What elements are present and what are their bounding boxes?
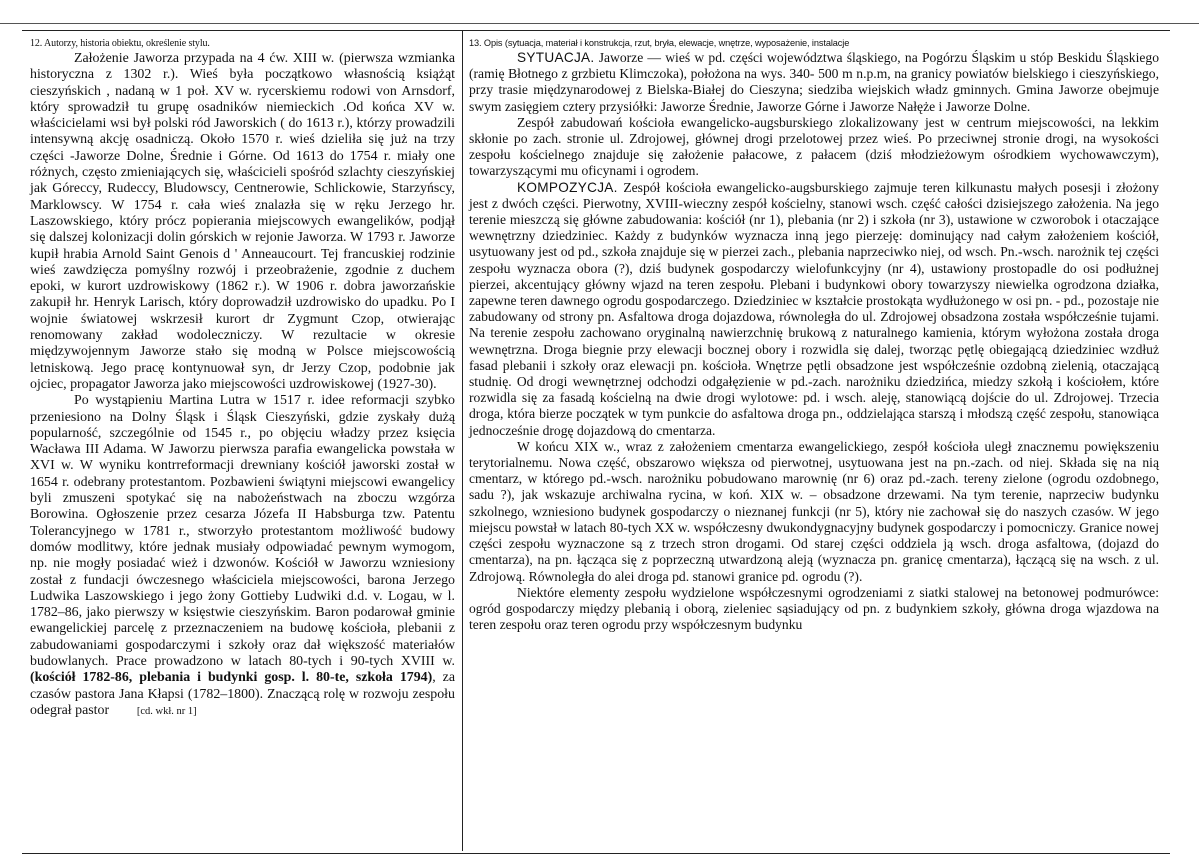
section-12-header: 12. Autorzy, historia obiektu, określenie stylu. bbox=[30, 38, 210, 49]
history-dates-bold: (kościół 1782-86, plebania i budynki gosp. l. 80-te, szkoła 1794) bbox=[30, 670, 433, 686]
sytuacja-text: Jaworze — wieś w pd. części województwa śląskiego, na Pogórzu Śląskim u stóp Beskidu Śląskiego (ramię Błotnego z grzbietu Klimczoka), położona na wys. 340- 500 m n.p.m, na granicy powiatów bielskiego i cieszyńskiego, przy trasie międzynarodowej z Bielska-Białej do Cieszyna; siedziba wiejskich władz gminnych. Gmina Jaworze obejmuje swym zasięgiem cztery przysiółki: Jaworze Średnie, Jaworze Górne i Jaworze Nałęże i Jaworze Dolne. bbox=[469, 50, 1159, 114]
top-rule bbox=[0, 23, 1199, 24]
history-paragraph-2-text: Po wystąpieniu Martina Lutra w 1517 r. idee reformacji szybko przeniesiono na Dolny Śląsk i Śląsk Cieszyński, gdzie zyskały dużą popularność, szczególnie od 1545 r., po objęciu władzy przez księcia Wacława III Adama. W Jaworzu pierwsza parafia ewangelicka powstała w XVI w. W wyniku kontrreformacji drewniany kościół jaworski został w 1654 r. odebrany protestantom. Pozbawieni świątyni miejscowi ewangelicy byli zmuszeni spotykać się na nabożeństwach na zboczu wzgórza Borowina. Ogłoszenie przez cesarza Józefa II Habsburga tzw. Patentu Tolerancyjnego w 1781 r., stworzyło protestantom możliwość budowy domów modlitwy, które jednak musiały odpowiadać pewnym wymogom, np. nie mogły posiadać wież i dzwonów. Kościół w Jaworzu wzniesiony został z fundacji ówczesnego właściciela miejscowości, barona Jerzego Ludwika Laszowskiego i jego żony Gottieby Ludwiki d.d. v. Logau, w l. 1782–86, jako pierwszy w księstwie cieszyńskim. Baron podarował gminie ewangelickiej parcelę z przeznaczeniem na budowę kościoła, plebanii z zabudowaniami gospodarczymi i szkoły oraz dał większość materiałów budowlanych. Prace prowadzono w latach 80-tych i 90-tych XVIII w. bbox=[30, 393, 455, 669]
column-divider bbox=[462, 31, 463, 851]
history-paragraph-1: Założenie Jaworza przypada na 4 ćw. XIII w. (pierwsza wzmianka historyczna z 1302 r.). Wieś była początkowo własnością książąt cieszyńskich , nadaną w 1 poł. XV w. rycerskiemu rodowi von Arnsdorf, który sprowadził tu grupę osadników niemieckich .Od końca XV w. właścicielami wsi był polski ród Jaworskich ( do 1613 r.), którzy prowadzili intensywną akcję osadniczą. Około 1570 r. wieś dzieliła się już na trzy części -Jaworze Dolne, Średnie i Górne. Od 1613 do 1754 r. miały one różnych, często zmieniających się, właścicieli spośród szlachty cieszyńskiej jak Góreccy, Rudeccy, Bludowscy, Centnerowie, Schlickowie, Starzyńscy, Marklowscy. W 1754 r. cała wieś znalazła się w ręku Jerzego hr. Laszowskiego, który prócz popierania miejscowych ewangelików, podjął się dalszej kolonizacji dolin górskich w rejonie Jaworza. W 1793 r. Jaworze kupił hrabia Arnold Saint Genois d ' Anneaucourt. Tej francuskiej rodzinie wieś zawdzięcza pomyślny rozwój i przeobrażenie, zgodnie z duchem epoki, w kurort uzdrowiskowy (1862 r.). W 1906 r. dobra jaworzańskie zakupił hr. Henryk Larisch, który doprowadził uzdrowisko do upadku. Po I wojnie światowej wskrzesił kurort dr Zygmunt Czop, otwierając renomowany zakład wodoleczniczy. W rezultacie w okresie międzywojennym Jaworze stało się modną w Polsce miejscowością letniskową. Jego pracę kontynuował syn, dr Jerzy Czop, podobnie jak ojciec, propagator Jaworza jako miejscowości uzdrowiskowej (1927-30). bbox=[30, 51, 455, 392]
location-paragraph: Zespół zabudowań kościoła ewangelicko-augsburskiego zlokalizowany jest w centrum miejscowości, na lekkim skłonie po zach. stronie ul. Zdrojowej, głównej drogi przelotowej przez wieś. Po przeciwnej stronie drogi, na wysokości zespołu kościelnego znajduje się założenie pałacowe, z pałacem (dziś młodzieżowym ośrodkiem wychowawczym), towarzyszącymi mu oficynami i ogrodem. bbox=[469, 114, 1159, 179]
expansion-paragraph: W końcu XIX w., wraz z założeniem cmentarza ewangelickiego, zespół kościoła uległ znacznemu powiększeniu terytorialnemu. Nowa część, obszarowo większa od pierwotnej, usytuowana jest na pn.-zach. od niej. Składa się na nią cmentarz, w którego pd.-wsch. narożniku pobudowano marownię (nr 6) oraz pd.-zach. tereny zielone (ogrodu ozdobnego, sadu ?), jak wskazuje archiwalna rycina, w koń. XIX w. – obsadzone drzewami. Na tym terenie, naprzeciw budynku szkolnego, wzniesiono budynek gospodarczy o nieznanej funkcji (nr 5), który nie zachował się do naszych czasów. W jego miejscu powstał w latach 80-tych XX w. współczesny dwukondygnacyjny budynek gospodarczy i pomocniczy. Granice nowej części zespołu wyznaczone są z trzech stron drogami. Od starej części oddziela ją wsch. droga asfaltowa, (dojazd do cmentarza), na pn. łącząca się z poprzeczną utwardzoną aleją (wyznacza pn. granicę cmentarza), łączącą się na wsch. z ul. Zdrojową. Równoległa do alei droga pd. stanowi granice pd. ogrodu (?). bbox=[469, 438, 1159, 584]
sytuacja-heading: SYTUACJA. bbox=[517, 50, 595, 65]
fencing-paragraph: Niektóre elementy zespołu wydzielone współczesnymi ogrodzeniami z siatki stalowej na betonowej podmurówce: ogród gospodarczy między plebanią i oborą, zieleniec sąsiadujący od pn. z budynkiem szkoły, główna droga wjazdowa na teren zespołu oraz teren ogrodu przy współczesnym budynku bbox=[469, 584, 1159, 633]
kompozycja-heading: KOMPOZYCJA. bbox=[517, 179, 618, 195]
sytuacja-paragraph bbox=[469, 50, 1159, 115]
section-12-history bbox=[30, 38, 455, 720]
history-paragraph-2 bbox=[30, 393, 455, 720]
continued-note: [cd. wkł. nr 1] bbox=[136, 705, 197, 717]
kompozycja-paragraph bbox=[469, 180, 1159, 439]
history-paragraph-2-end: , za czasów pastora Jana Kłapsi (1782–1800). Znaczącą rolę w rozwoju zespołu odegrał pastor bbox=[30, 670, 455, 718]
kompozycja-text: Zespół kościoła ewangelicko-augsburskiego zajmuje teren kilkunastu małych posesji i złożony jest z dwóch części. Pierwotny, XVIII-wieczny zespół kościelny, stanowi wsch. część całości dzisiejszego założenia. Na jego terenie mieszczą się główne zabudowania: kościół (nr 1), plebania (nr 2) i szkoła (nr 3), ustawione w czworobok i otaczające wewnętrzny dziedziniec. Każdy z budynków wyznacza inną jego pierzeję: dominujący nad całym założeniem kościół, usytuowany jest od pd., szkoła znajduje się w pierzei zach., plebania naprzeciwko niej, od wsch. Pn.-wsch. narożnik tej części zespołu wyznacza obora (?), dziś budynek gospodarczy wielofunkcyjny (nr 4), ustawiony prostopadle do osi podłużnej pierzei, akcentujący główny wjazd na teren zespołu. Plebani i budynkowi obory towarzyszy niewielka ogrodzona działka, zapewne teren dawnego ogrodu gospodarczego. Dziedziniec w kształcie prostokąta wydłużonego w osi pn. - pd., pozostaje nie zabudowany od strony pn. Asfaltowa droga dojazdowa, równoległa do ul. Zdrojowej obsadzona została współcześnie tujami. Na terenie zespołu zachowano oryginalną nawierzchnię brukową z naturalnego kamienia, którym wyłożona została droga wewnętrzna. Droga biegnie przy elewacji bocznej obory i rozwidla się dalej, tworząc pętlę obiegającą dziedziniec wzdłuż fasad plebanii i szkoły oraz elewacji pn. kościoła. Wnętrze pętli obsadzone jest współcześnie ozdobną zielenią, otaczającą studnię. Od drogi wewnętrznej odchodzi odgałęzienie w pd.-zach. narożniku dziedzińca, miedzy szkołą i kościołem, które rozwidla się za fasadą kościelną na dwie drogi wylotowe: pd. i wsch. aleję, stanowiącą dojście do ul. Zdrojowej. Trzecia droga, która bierze początek w tym punkcie do asfaltowa droga pn., oddzielająca starszą i młodszą część zespołu, stanowiąca jednocześnie drogę dojazdową do cmentarza. bbox=[469, 179, 1159, 438]
section-13-header: 13. Opis (sytuacja, materiał i konstrukcja, rzut, bryła, elewacje, wnętrze, wyposażenie, instalacje bbox=[469, 38, 850, 48]
section-13-description bbox=[469, 38, 1159, 633]
